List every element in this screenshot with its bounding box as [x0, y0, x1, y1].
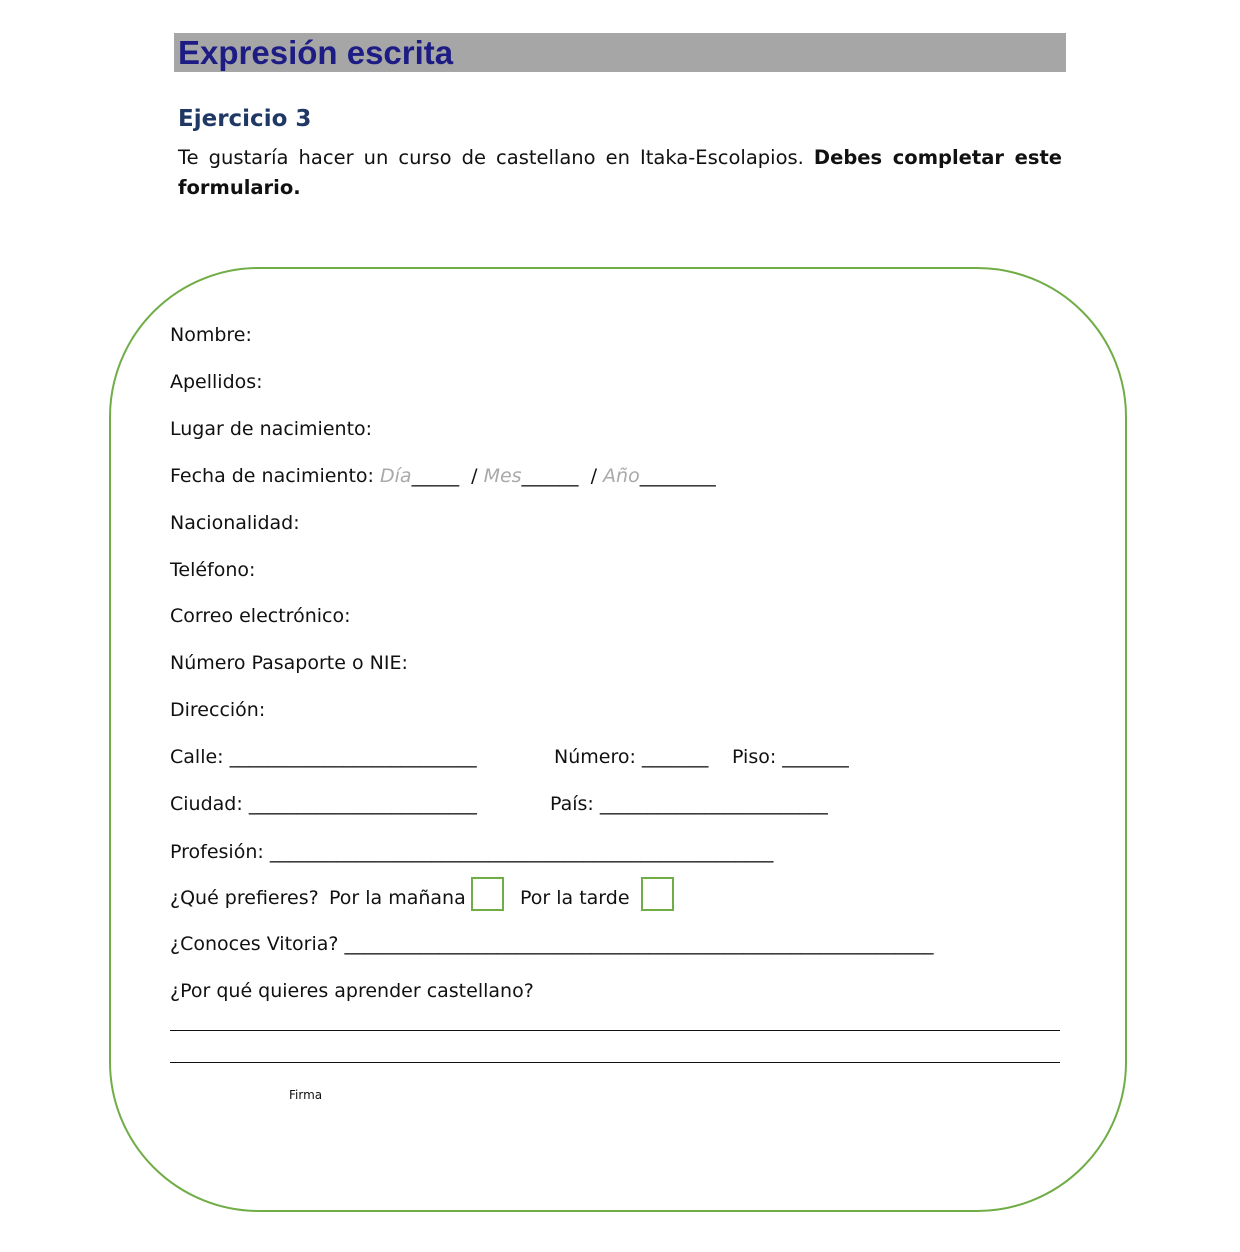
firma-label: Firma: [289, 1088, 323, 1102]
ciudad-blank[interactable]: ________________________: [248, 793, 477, 815]
field-pasaporte[interactable]: Número Pasaporte o NIE:: [170, 652, 408, 674]
dia-blank[interactable]: _____: [411, 465, 460, 487]
field-pais[interactable]: [550, 791, 828, 817]
calle-label: Calle:: [170, 746, 224, 768]
fecha-label: Fecha de nacimiento:: [170, 465, 374, 487]
prefiere-question: ¿Qué prefieres?: [170, 887, 319, 909]
manana-label: Por la mañana: [329, 887, 466, 909]
field-vitoria[interactable]: [170, 931, 934, 957]
exercise-title: Ejercicio 3: [178, 106, 312, 132]
mes-blank[interactable]: ______: [521, 465, 579, 487]
ano-blank[interactable]: ________: [639, 465, 716, 487]
profesion-blank[interactable]: _____________________________________________________: [269, 841, 774, 863]
vitoria-blank[interactable]: ______________________________________________________________: [344, 933, 934, 955]
field-apellidos[interactable]: Apellidos:: [170, 371, 263, 393]
dia-placeholder: Día: [380, 465, 412, 487]
manana-checkbox[interactable]: [471, 877, 504, 911]
field-piso[interactable]: [732, 744, 849, 770]
field-calle[interactable]: [170, 744, 477, 770]
profesion-label: Profesión:: [170, 841, 264, 863]
instruction-text: Te gustaría hacer un curso de castellano en Itaka-Escolapios.: [178, 146, 804, 169]
field-nacionalidad[interactable]: Nacionalidad:: [170, 512, 300, 534]
answer-line-2[interactable]: [170, 1062, 1060, 1063]
pais-label: País:: [550, 793, 594, 815]
calle-blank[interactable]: __________________________: [229, 746, 477, 768]
answer-line-1[interactable]: [170, 1030, 1060, 1031]
field-nombre[interactable]: Nombre:: [170, 324, 252, 346]
tarde-checkbox[interactable]: [641, 877, 674, 911]
field-correo[interactable]: Correo electrónico:: [170, 605, 351, 627]
exercise-instruction: [178, 143, 1062, 203]
tarde-label: Por la tarde: [520, 887, 630, 909]
field-fecha-nacimiento: [170, 463, 716, 489]
piso-blank[interactable]: _______: [782, 746, 849, 768]
field-ciudad[interactable]: [170, 791, 477, 817]
instruction-bold-text: Debes completar este formulario.: [178, 146, 1062, 199]
date-separator: /: [590, 465, 597, 487]
porque-question: ¿Por qué quieres aprender castellano?: [170, 980, 534, 1002]
field-telefono[interactable]: Teléfono:: [170, 559, 256, 581]
form-frame: [109, 267, 1127, 1212]
numero-blank[interactable]: _______: [641, 746, 709, 768]
field-direccion: Dirección:: [170, 699, 266, 721]
vitoria-label: ¿Conoces Vitoria?: [170, 933, 339, 955]
mes-placeholder: Mes: [483, 465, 522, 487]
field-lugar-nacimiento[interactable]: Lugar de nacimiento:: [170, 418, 373, 440]
piso-label: Piso:: [732, 746, 777, 768]
numero-label: Número:: [554, 746, 636, 768]
field-profesion[interactable]: [170, 839, 773, 865]
date-separator: /: [471, 465, 478, 487]
ano-placeholder: Año: [603, 465, 640, 487]
ciudad-label: Ciudad:: [170, 793, 243, 815]
page-title: Expresión escrita: [178, 34, 454, 71]
field-numero[interactable]: [554, 744, 708, 770]
pais-blank[interactable]: ________________________: [599, 793, 828, 815]
